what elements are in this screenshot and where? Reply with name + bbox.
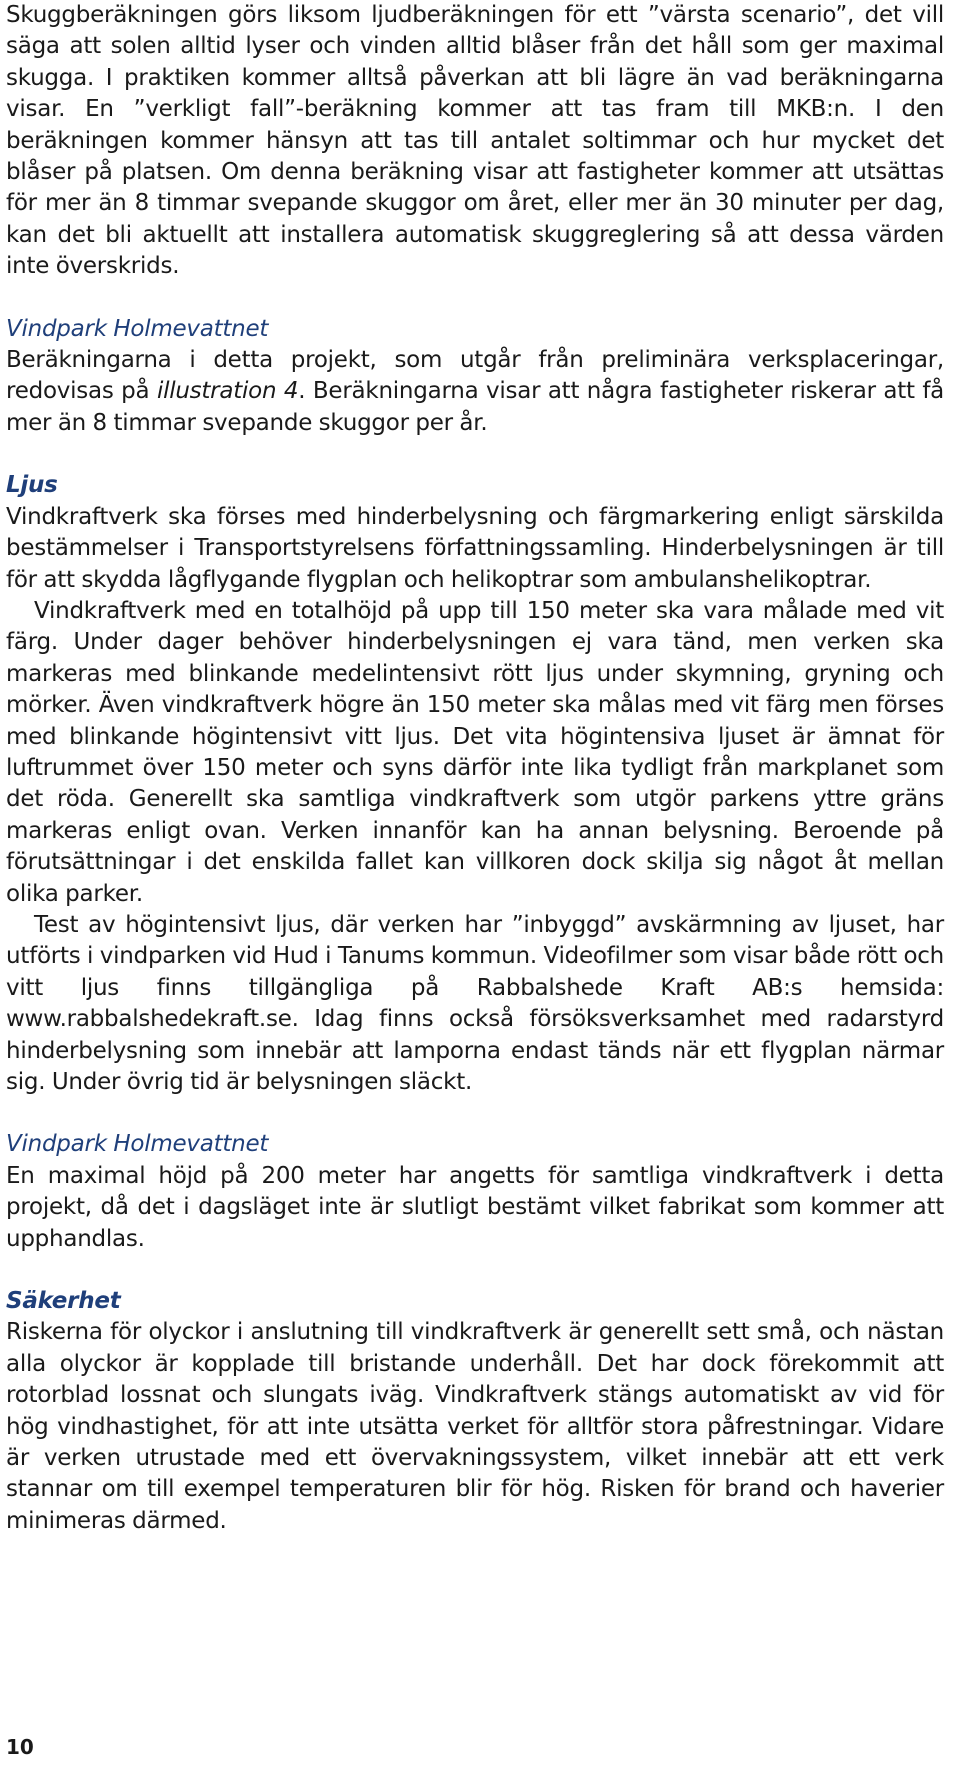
body-paragraph: Vindkraftverk ska förses med hinderbelysning och färgmarkering enligt särskilda bestämmelser i Transportstyrelsens författningssamling. Hinderbelysningen är till för att skydda lågflygande flygplan och helikoptrar som ambulanshelikoptrar. xyxy=(6,503,944,593)
body-paragraph: Riskerna för olyckor i anslutning till vindkraftverk är generellt sett små, och nästan alla olyckor är kopplade till bristande underhåll. Det har dock förekommit att rotorblad lossnat och slungats iväg. Vindkraftverk stängs automatiskt av vid för hög vindhastighet, för att inte utsätta verket för alltför stora påfrestningar. Vidare är verken utrustade med ett övervakningssystem, vilket innebär att ett verk stannar om till exempel temperaturen blir för hög. Risken för brand och haverier minimeras därmed. xyxy=(6,1319,944,1534)
document-body xyxy=(6,0,944,1537)
body-paragraph: En maximal höjd på 200 meter har angetts för samtliga vindkraftverk i detta projekt, då det i dagsläget inte är slutligt bestämt vilket fabrikat som kommer att upphandlas. xyxy=(6,1162,944,1252)
figure-reference: illustration 4 xyxy=(156,378,299,405)
body-paragraph: Skuggberäkningen görs liksom ljudberäkningen för ett ”värsta scenario”, det vill säga att solen alltid lyser och vinden alltid blåser från det håll som ger maximal skugga. I praktiken kommer alltså påverkan att bli lägre än vad beräkningarna visar. En ”verkligt fall”-beräkning kommer att tas fram till MKB:n. I den beräkningen kommer hänsyn att tas till antalet soltimmar och hur mycket det blåser på platsen. Om denna beräkning visar att fastigheter kommer att utsättas för mer än 8 timmar svepande skuggor om året, eller mer än 30 minuter per dag, kan det bli aktuellt att installera automatisk skuggreglering så att dessa värden inte överskrids. xyxy=(6,2,944,280)
body-paragraph: Test av högintensivt ljus, där verken har ”inbyggd” avskärmning av ljuset, har utförts i vindparken vid Hud i Tanums kommun. Videofilmer som visar både rött och vitt ljus finns tillgängliga på Rabbalshede Kraft AB:s hemsida: www.rabbalshedekraft.se. Idag finns också försöksverksamhet med radarstyrd hinderbelysning som innebär att lamporna endast tänds när ett flygplan närmar sig. Under övrig tid är belysningen släckt. xyxy=(6,911,944,1095)
section-subheading: Vindpark Holmevattnet xyxy=(6,1131,269,1158)
page-number: 10 xyxy=(6,1735,34,1759)
section-subheading: Vindpark Holmevattnet xyxy=(6,315,269,342)
paragraph-spacer xyxy=(6,439,944,470)
section-heading: Ljus xyxy=(6,472,58,499)
section-heading: Säkerhet xyxy=(6,1288,121,1315)
body-paragraph: Beräkningarna i detta projekt, som utgår från preliminära verksplaceringar, redovisas på illustration 4. Beräkningarna visar att några fastigheter riskerar att få mer än 8 timmar svepande skuggor per år. xyxy=(6,347,945,436)
paragraph-spacer xyxy=(6,1098,944,1129)
body-paragraph: Vindkraftverk med en totalhöjd på upp till 150 meter ska vara målade med vit färg. Under dager behöver hinderbelysningen ej vara tänd, men verken ska markeras med blinkande medelintensivt rött ljus under skymning, gryning och mörker. Även vindkraftverk högre än 150 meter ska målas med vit färg men förses med blinkande högintensivt vitt ljus. Det vita högintensiva ljuset är ämnat för luftrummet över 150 meter och syns därför inte lika tydligt från markplanet som det röda. Generellt ska samtliga vindkraftverk som utgör parkens yttre gräns markeras enligt ovan. Verken innanför kan ha annan belysning. Beroende på förutsättningar i det enskilda fallet kan villkoren dock skilja sig något åt mellan olika parker. xyxy=(6,597,944,907)
paragraph-spacer xyxy=(6,1255,944,1286)
document-page xyxy=(6,0,944,1537)
paragraph-spacer xyxy=(6,283,944,314)
